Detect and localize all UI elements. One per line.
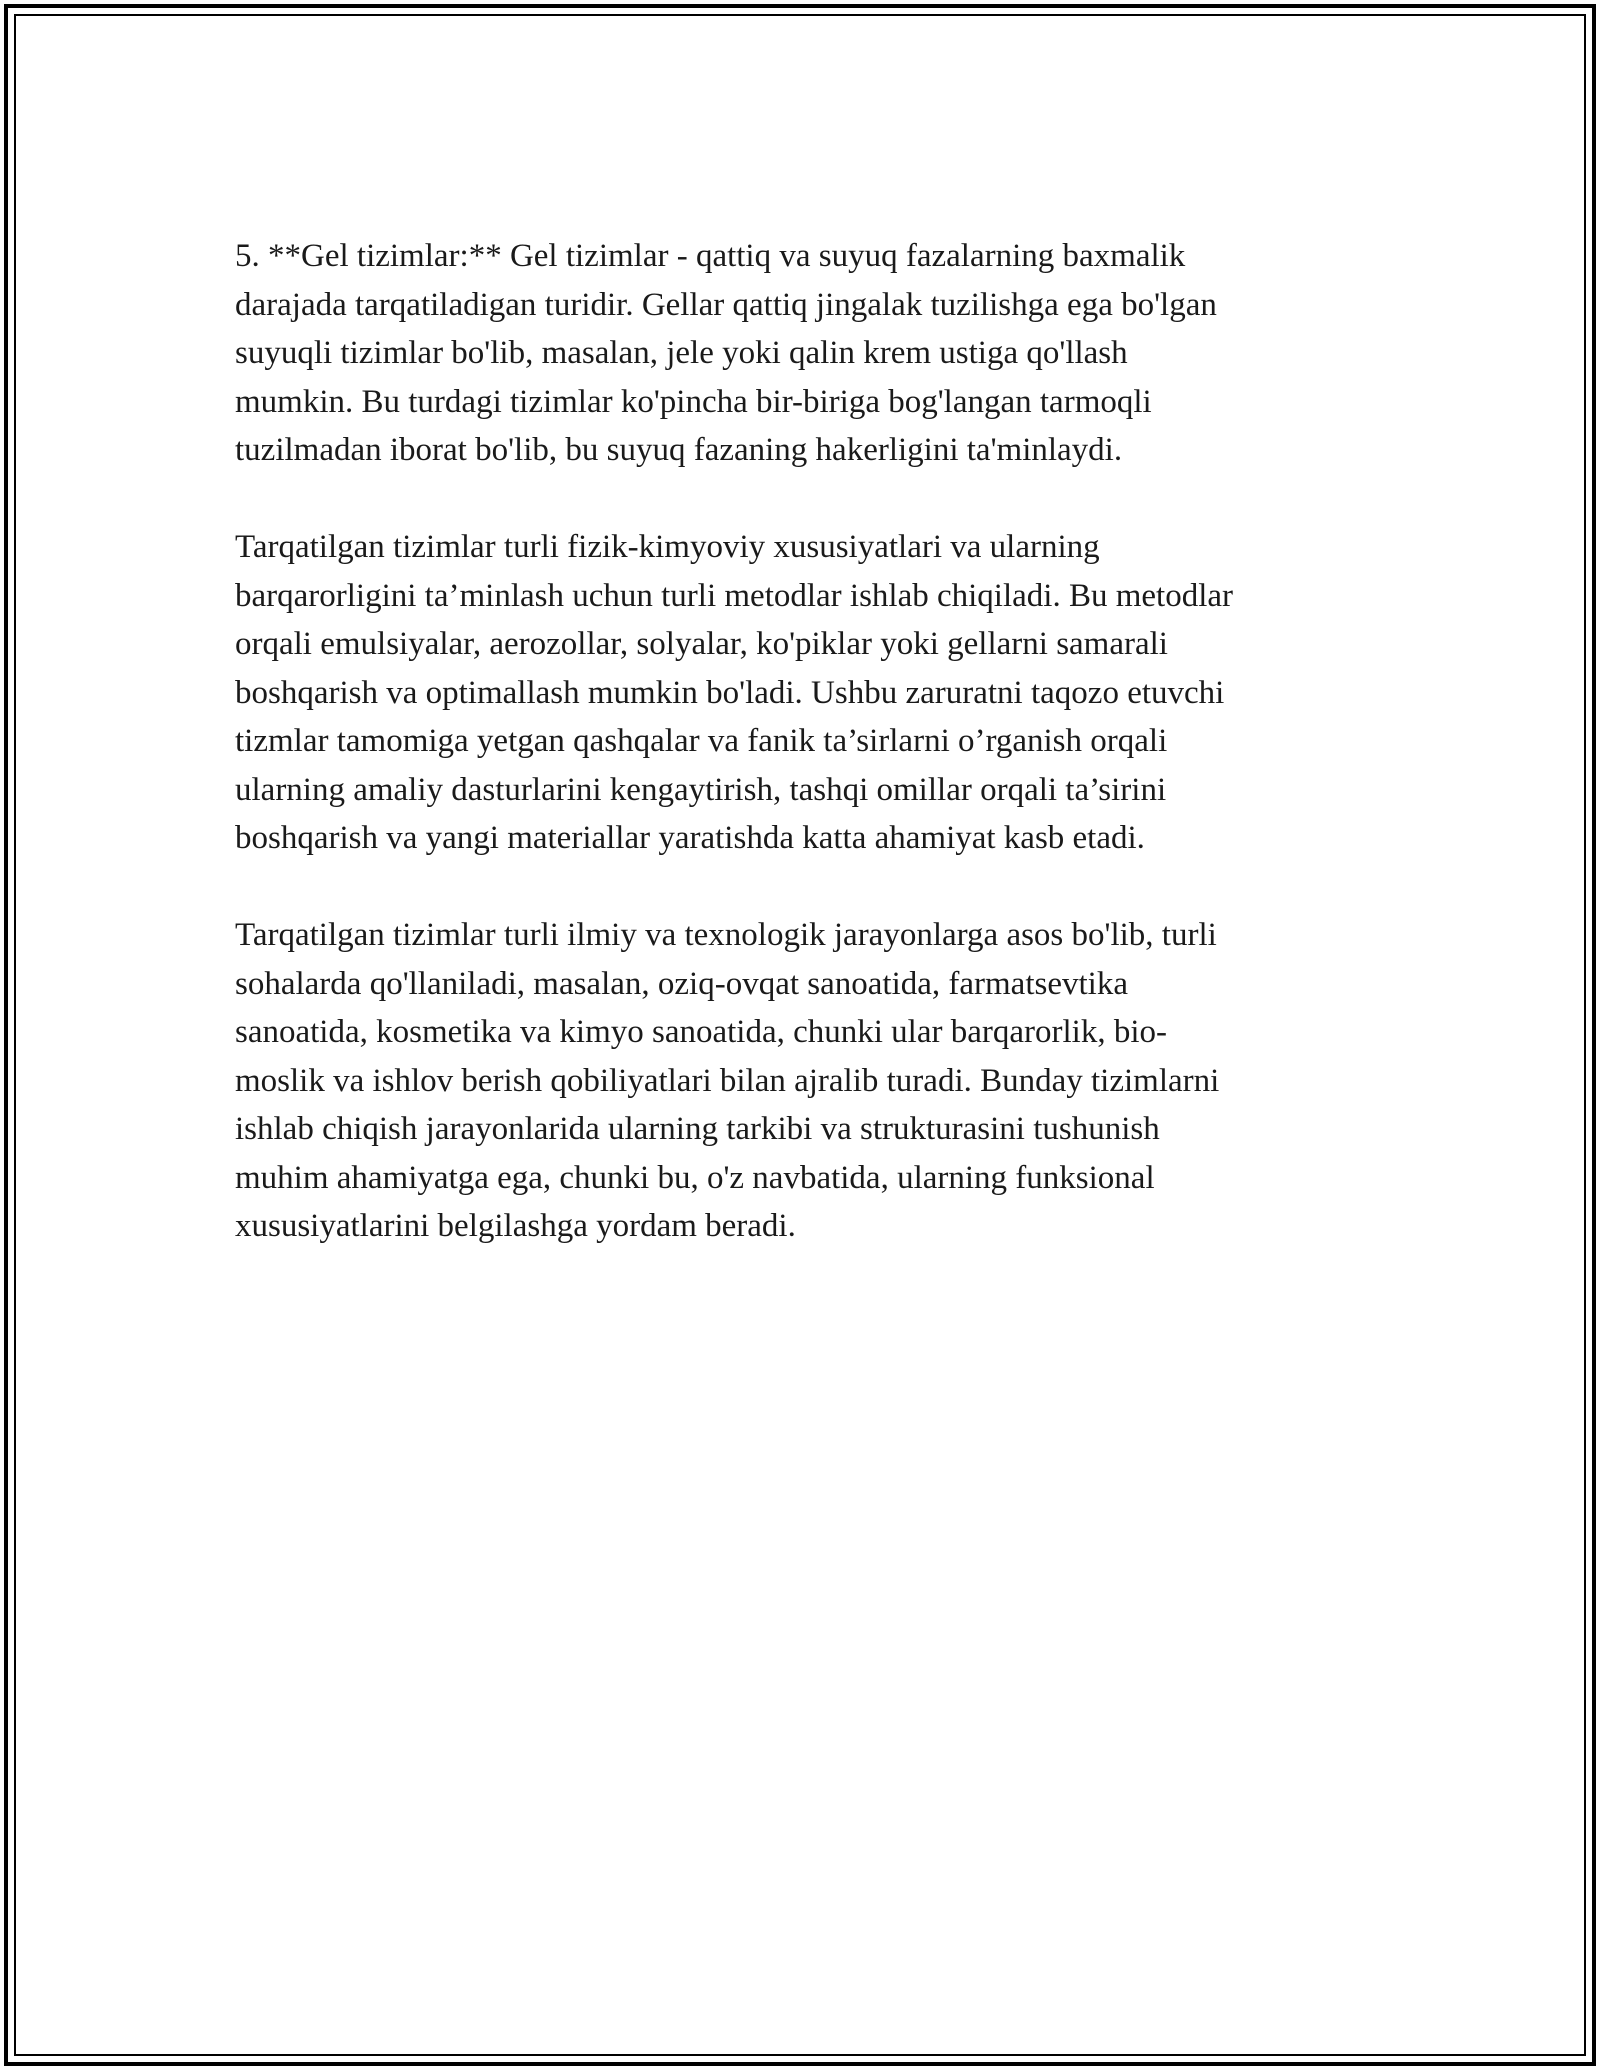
- text-line: xususiyatlarini belgilashga yordam beradi.: [235, 1208, 796, 1244]
- text-line: darajada tarqatiladigan turidir. Gellar qattiq jingalak tuzilishga ega bo'lgan: [235, 286, 1217, 323]
- paragraph-gel-systems: [235, 232, 1375, 475]
- text-line: orqali emulsiyalar, aerozollar, solyalar, ko'piklar yoki gellarni samarali: [235, 626, 1168, 662]
- text-line: muhim ahamiyatga ega, chunki bu, o'z navbatida, ularning funksional: [235, 1159, 1155, 1196]
- text-line: boshqarish va yangi materiallar yaratishda katta ahamiyat kasb etadi.: [235, 820, 1145, 856]
- text-line: 5. **Gel tizimlar:** Gel tizimlar - qattiq va suyuq fazalarning baxmalik: [235, 238, 1186, 274]
- document-body: [235, 232, 1375, 1299]
- text-line: mumkin. Bu turdagi tizimlar ko'pincha bir-biriga bog'langan tarmoqli: [235, 383, 1152, 420]
- text-line: suyuqli tizimlar bo'lib, masalan, jele yoki qalin krem ustiga qo'llash: [235, 335, 1128, 371]
- text-line: Tarqatilgan tizimlar turli fizik-kimyoviy xususiyatlari va ularning: [235, 529, 1100, 565]
- text-line: ularning amaliy dasturlarini kengaytirish, tashqi omillar orqali ta’sirini: [235, 771, 1167, 808]
- text-line: tizmlar tamomiga yetgan qashqalar va fanik ta’sirlarni o’rganish orqali: [235, 723, 1168, 759]
- text-line: Tarqatilgan tizimlar turli ilmiy va texnologik jarayonlarga asos bo'lib, turli: [235, 917, 1217, 953]
- text-line: ishlab chiqish jarayonlarida ularning tarkibi va strukturasini tushunish: [235, 1111, 1160, 1147]
- text-line: sohalarda qo'llaniladi, masalan, oziq-ovqat sanoatida, farmatsevtika: [235, 965, 1128, 1002]
- paragraph-methods: [235, 523, 1375, 863]
- text-line: boshqarish va optimallash mumkin bo'ladi. Ushbu zaruratni taqozo etuvchi: [235, 674, 1225, 711]
- text-line: moslik va ishlov berish qobiliyatlari bilan ajralib turadi. Bunday tizimlarni: [235, 1062, 1220, 1099]
- paragraph-applications: [235, 911, 1375, 1251]
- text-line: tuzilmadan iborat bo'lib, bu suyuq fazaning hakerligini ta'minlaydi.: [235, 432, 1123, 468]
- text-line: sanoatida, kosmetika va kimyo sanoatida, chunki ular barqarorlik, bio-: [235, 1014, 1167, 1050]
- text-line: barqarorligini ta’minlash uchun turli metodlar ishlab chiqiladi. Bu metodlar: [235, 577, 1234, 614]
